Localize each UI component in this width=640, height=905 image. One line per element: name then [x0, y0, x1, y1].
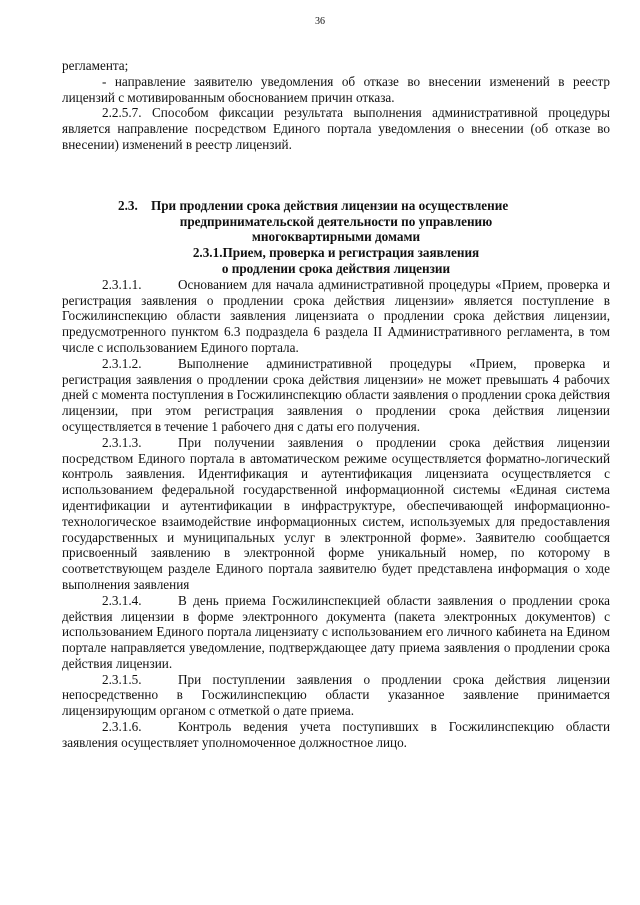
section-heading	[62, 198, 610, 245]
paragraph-2-3-1-1	[62, 277, 610, 356]
paragraph-2-3-1-4	[62, 593, 610, 672]
paragraph-2-3-1-3	[62, 435, 610, 593]
paragraph-text: При поступлении заявления о продлении срока действия лицензии непосредственно в Госжилинспекцию области указанное заявление принимается лицензирующим органом с отметкой о дате приема.	[62, 671, 610, 719]
paragraph-2-3-1-5	[62, 672, 610, 719]
document-body	[62, 58, 610, 751]
intro-list-item: - направление заявителю уведомления об отказе во внесении изменений в реестр лицензий с мотивированным обоснованием причин отказа.	[62, 73, 610, 105]
paragraph-number: 2.3.1.6.	[102, 719, 142, 735]
subsection-title-line-2: о продлении срока действия лицензии	[221, 260, 451, 276]
section-title-line-1	[62, 198, 610, 214]
paragraph-text: При получении заявления о продлении срока действия лицензии посредством Единого портала в автоматическом режиме осуществляется форматно-логический контроль заявления. Идентификация и аутентификация лицензиата осуществляется с использованием федеральной государственной информационной системы «Единая система идентификации и аутентификации в инфраструктуре, обеспечивающей информационно-технологическое взаимодействие информационных систем, используемых для предоставления государственных и муниципальных услуг в электронной форме». Заявителю сообщается присвоенный заявлению в электронной форме уникальный номер, по которому в соответствующем разделе Единого портала заявителю будет представлена информация о ходе выполнения заявления	[62, 434, 610, 592]
section-number: 2.3.	[118, 197, 138, 213]
paragraph-number: 2.3.1.2.	[102, 355, 142, 371]
paragraph-2-3-1-2	[62, 356, 610, 435]
subsection-title-line-1: 2.3.1.Прием, проверка и регистрация заявления	[192, 245, 480, 261]
paragraph-text: В день приема Госжилинспекцией области заявления о продлении срока действия лицензии в форме электронного документа (пакета электронных документов) с использованием Единого портала лицензиату с использованием его личного кабинета на Едином портале направляется уведомление, подтверждающее дату приема заявления о продлении срока действия лицензии.	[62, 592, 610, 671]
page-number: 36	[315, 16, 325, 27]
section-title-line-3: многоквартирными домами	[251, 229, 421, 245]
paragraph-text: Выполнение административной процедуры «Прием, проверка и регистрация заявления о продлении срока действия лицензии» не может превышать 4 рабочих дней с момента поступления в Госжилинспекцию области заявления о продлении срока действия лицензии, при этом регистрация заявления о продлении срока действия лицензии осуществляется в течение 1 рабочего дня с даты его получения.	[62, 355, 611, 434]
paragraph-number: 2.3.1.4.	[102, 592, 142, 608]
paragraph-2-3-1-6	[62, 719, 610, 751]
paragraph-number: 2.3.1.1.	[102, 276, 142, 292]
section-title-line-2: предпринимательской деятельности по управлению	[179, 213, 493, 229]
subsection-heading	[62, 245, 610, 277]
paragraph-text: Контроль ведения учета поступивших в Госжилинспекцию области заявления осуществляет уполномоченное должностное лицо.	[62, 719, 610, 750]
intro-paragraph: 2.2.5.7. Способом фиксации результата выполнения административной процедуры является направление посредством Единого портала уведомления о внесении (об отказе во внесении) изменений в реестр лицензий.	[62, 105, 610, 152]
paragraph-text: Основанием для начала административной процедуры «Прием, проверка и регистрация заявления о продлении срока действия лицензии» является поступление в Госжилинспекцию области заявления лицензиата о продлении срока действия лицензии, предусмотренного пунктом 6.3 подраздела 6 раздела II Административного регламента, в том числе с использованием Единого портала.	[62, 276, 610, 355]
section-title-text-1: При продлении срока действия лицензии на осуществление	[150, 197, 509, 213]
intro-line-1: регламента;	[62, 58, 129, 73]
paragraph-number: 2.3.1.3.	[102, 434, 142, 450]
paragraph-number: 2.3.1.5.	[102, 671, 142, 687]
